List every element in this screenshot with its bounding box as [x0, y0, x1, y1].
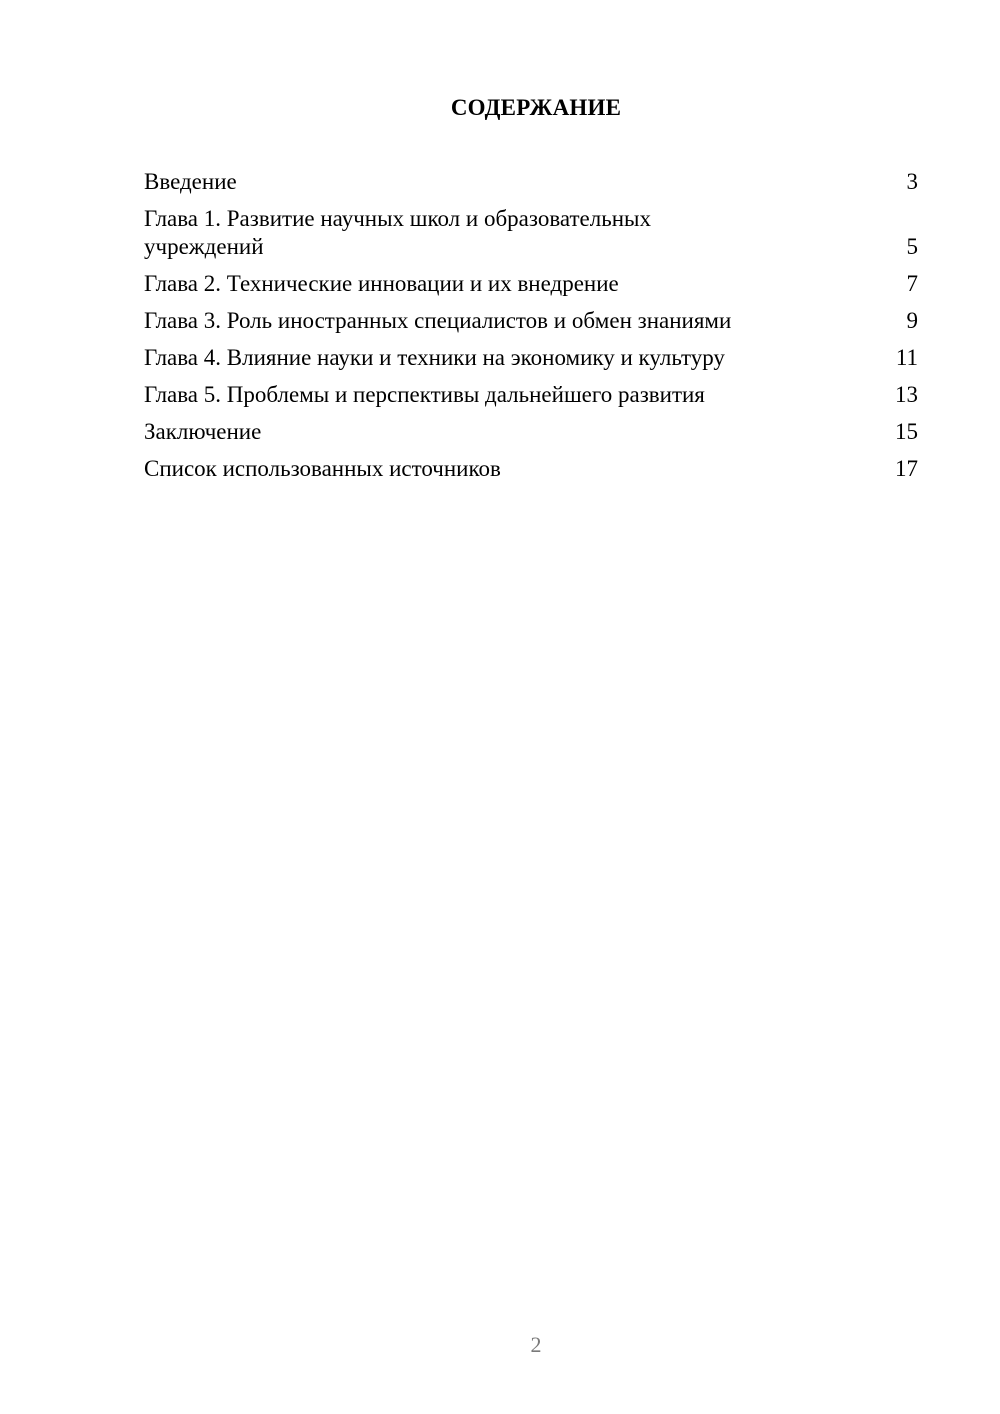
toc-entry-title: Глава 4. Влияние науки и техники на экономику и культуру [144, 345, 725, 370]
toc-entry-chapter-4[interactable] [144, 344, 918, 372]
toc-entry-page-number: 11 [895, 345, 918, 370]
toc-entry-title: Заключение [144, 419, 262, 444]
page-title: СОДЕРЖАНИЕ [450, 95, 622, 120]
toc-entry-chapter-2[interactable] [144, 270, 918, 298]
toc-entry-page-number: 15 [895, 419, 918, 444]
toc-entry-references[interactable] [144, 455, 918, 483]
toc-entry-page-number: 17 [895, 456, 918, 481]
table-of-contents [144, 168, 918, 492]
toc-entry-chapter-5[interactable] [144, 381, 918, 409]
toc-entry-page-number: 3 [906, 169, 918, 194]
toc-entry-title: Список использованных источников [144, 456, 501, 481]
toc-entry-page-number: 9 [906, 308, 918, 333]
toc-entry-conclusion[interactable] [144, 418, 918, 446]
toc-entry-page-number: 13 [895, 382, 918, 407]
toc-entry-title: Глава 5. Проблемы и перспективы дальнейшего развития [144, 382, 705, 407]
toc-entry-page-number: 7 [906, 271, 918, 296]
toc-entry-chapter-1[interactable] [144, 205, 918, 261]
toc-entry-title: Введение [144, 169, 237, 194]
toc-entry-chapter-3[interactable] [144, 307, 918, 335]
toc-entry-introduction[interactable] [144, 168, 918, 196]
toc-entry-page-number: 5 [906, 234, 918, 259]
toc-entry-title: Глава 2. Технические инновации и их внедрение [144, 271, 619, 296]
toc-entry-title: Глава 1. Развитие научных школ и образовательных учреждений [144, 206, 651, 259]
page-number: 2 [530, 1332, 542, 1357]
toc-entry-title: Глава 3. Роль иностранных специалистов и обмен знаниями [144, 308, 732, 333]
